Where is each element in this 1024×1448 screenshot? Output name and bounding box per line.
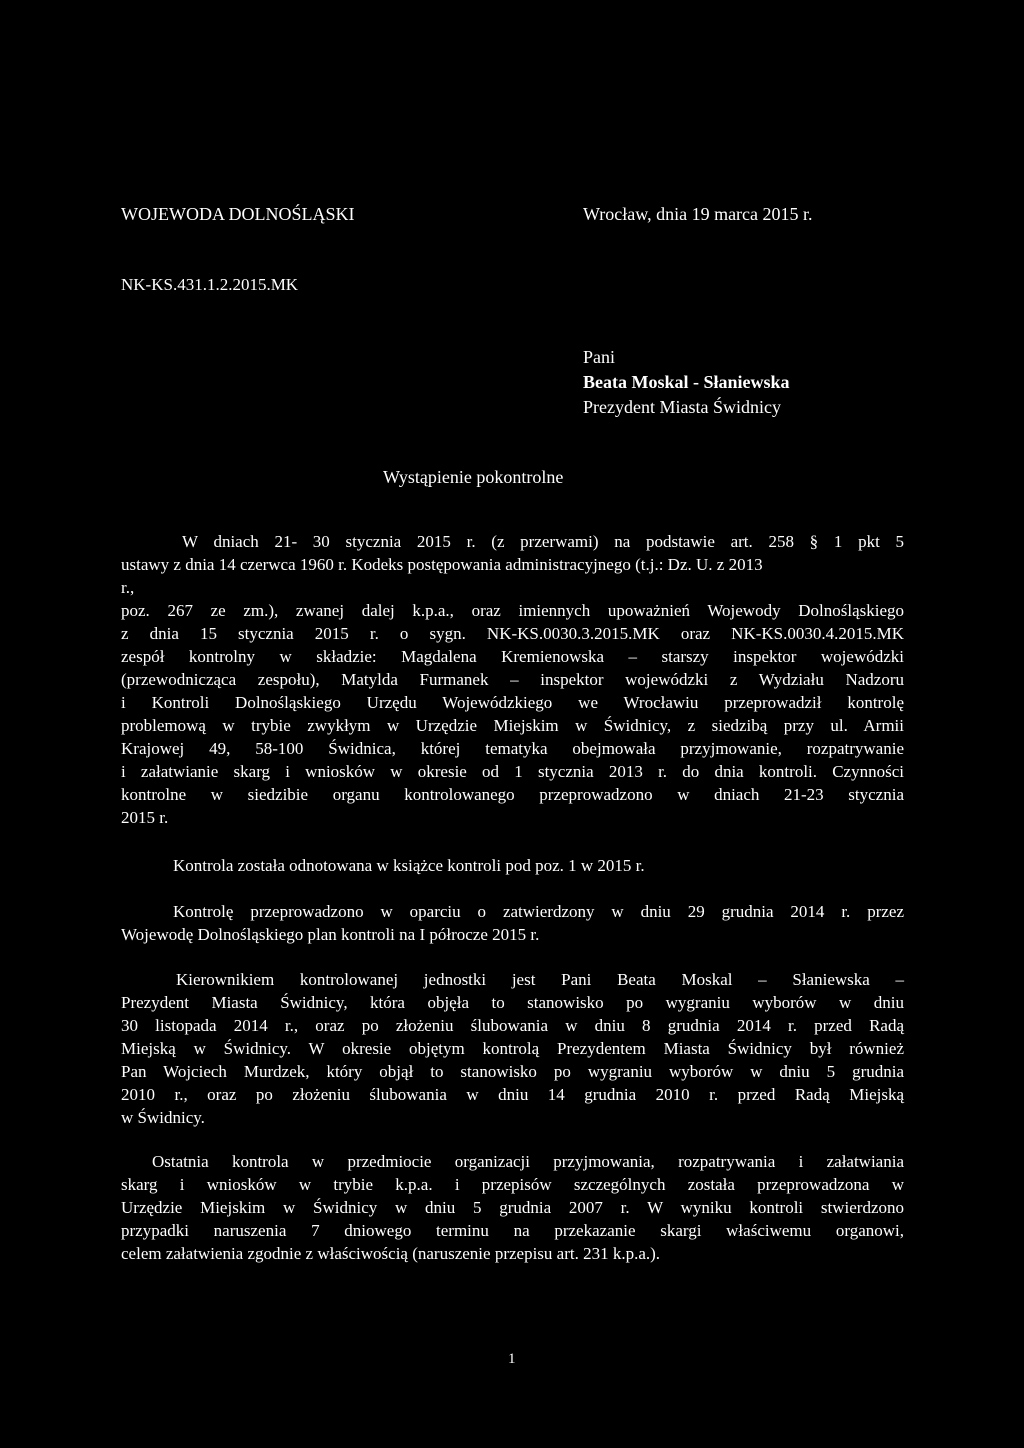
paragraph-line: Kierownikiem kontrolowanej jednostki jest Pani Beata Moskal – Słaniewska – (176, 970, 904, 989)
paragraph-line: Urzędzie Miejskim w Świdnicy w dniu 5 grudnia 2007 r. W wyniku kontroli stwierdzono (121, 1198, 904, 1217)
paragraph-line: skarg i wniosków w trybie k.p.a. i przepisów szczególnych została przeprowadzona w (121, 1175, 904, 1194)
paragraph-line: 2010 r., oraz po złożeniu ślubowania w dniu 14 grudnia 2010 r. przed Radą Miejską (121, 1085, 904, 1104)
case-reference: NK-KS.431.1.2.2015.MK (121, 275, 299, 294)
paragraph-previous-inspection (121, 1150, 904, 1265)
addressee-block (583, 345, 790, 420)
paragraph-line: (przewodnicząca zespołu), Matylda Furmanek – inspektor wojewódzki z Wydziału Nadzoru (121, 670, 904, 689)
paragraph-line: kontrolne w siedzibie organu kontrolowanego przeprowadzono w dniach 21-23 stycznia (121, 785, 904, 804)
paragraph-line: W dniach 21- 30 stycznia 2015 r. (z przerwami) na podstawie art. 258 § 1 pkt 5 (182, 532, 904, 551)
paragraph-line: celem załatwienia zgodnie z właściwością (naruszenie przepisu art. 231 k.p.a.). (121, 1244, 661, 1263)
addressee-position: Prezydent Miasta Świdnicy (583, 397, 781, 417)
paragraph-line: Krajowej 49, 58-100 Świdnica, której tematyka obejmowała przyjmowanie, rozpatrywanie (121, 739, 904, 758)
paragraph-line: Miejską w Świdnicy. W okresie objętym kontrolą Prezydentem Miasta Świdnicy był również (121, 1039, 904, 1058)
paragraph-line: poz. 267 ze zm.), zwanej dalej k.p.a., oraz imiennych upoważnień Wojewody Dolnośląskiego (121, 601, 904, 620)
paragraph-register (121, 854, 904, 877)
paragraph-line: Ostatnia kontrola w przedmiocie organizacji przyjmowania, rozpatrywania i załatwiania (152, 1152, 904, 1171)
paragraph-plan (121, 900, 904, 946)
paragraph-line: 2015 r. (121, 808, 169, 827)
issuer-name: WOJEWODA DOLNOŚLĄSKI (121, 204, 355, 224)
place-date: Wrocław, dnia 19 marca 2015 r. (583, 204, 813, 224)
addressee-salutation: Pani (583, 347, 616, 367)
paragraph-line: r., (121, 578, 135, 597)
letter-subject: Wystąpienie pokontrolne (383, 467, 564, 487)
paragraph-line: Prezydent Miasta Świdnicy, która objęła to stanowisko po wygraniu wyborów w dniu (121, 993, 904, 1012)
addressee-name: Beata Moskal - Słaniewska (583, 372, 790, 392)
page-number: 1 (508, 1351, 516, 1367)
paragraph-intro (121, 530, 904, 829)
paragraph-line: zespół kontrolny w składzie: Magdalena Kremienowska – starszy inspektor wojewódzki (121, 647, 904, 666)
paragraph-line: Pan Wojciech Murdzek, który objął to stanowisko po wygraniu wyborów w dniu 5 grudnia (121, 1062, 904, 1081)
paragraph-head-of-unit (121, 968, 904, 1129)
paragraph-line: problemową w trybie zwykłym w Urzędzie Miejskim w Świdnicy, z siedzibą przy ul. Armii (121, 716, 904, 735)
paragraph-line: Kontrolę przeprowadzono w oparciu o zatwierdzony w dniu 29 grudnia 2014 r. przez (173, 902, 904, 921)
paragraph-line: i Kontroli Dolnośląskiego Urzędu Wojewódzkiego we Wrocławiu przeprowadził kontrolę (121, 693, 904, 712)
paragraph-line: z dnia 15 stycznia 2015 r. o sygn. NK-KS.0030.3.2015.MK oraz NK-KS.0030.4.2015.MK (121, 624, 904, 643)
paragraph-line: ustawy z dnia 14 czerwca 1960 r. Kodeks postępowania administracyjnego (t.j.: Dz. U. z 2013 (121, 555, 763, 574)
paragraph-line: Kontrola została odnotowana w książce kontroli pod poz. 1 w 2015 r. (173, 856, 645, 875)
paragraph-line: Wojewodę Dolnośląskiego plan kontroli na I półrocze 2015 r. (121, 925, 540, 944)
paragraph-line: i załatwianie skarg i wniosków w okresie od 1 stycznia 2013 r. do dnia kontroli. Czynności (121, 762, 904, 781)
paragraph-line: w Świdnicy. (121, 1108, 205, 1127)
paragraph-line: przypadki naruszenia 7 dniowego terminu na przekazanie skargi właściwemu organowi, (121, 1221, 904, 1240)
paragraph-line: 30 listopada 2014 r., oraz po złożeniu ślubowania w dniu 8 grudnia 2014 r. przed Radą (121, 1016, 904, 1035)
